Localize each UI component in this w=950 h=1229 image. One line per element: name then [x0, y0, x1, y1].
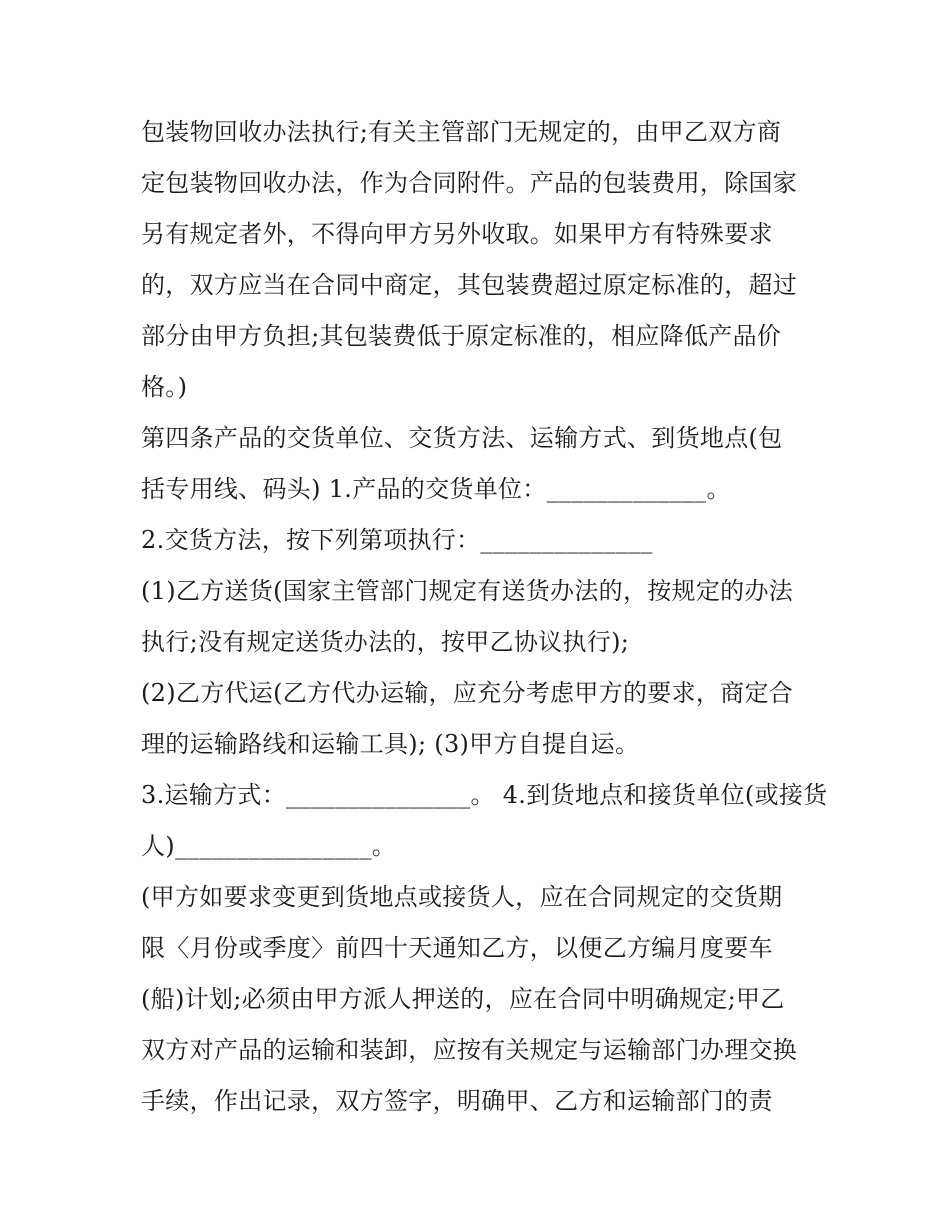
text-line: (甲方如要求变更到货地点或接货人，应在合同规定的交货期 — [141, 883, 783, 911]
text-line: 部分由甲方负担;其包装费低于原定标准的，相应降低产品价 — [141, 322, 782, 350]
text-line: 理的运输路线和运输工具); (3)甲方自提自运。 — [141, 730, 640, 758]
text-line: (2)乙方代运(乙方代办运输，应充分考虑甲方的要求，商定合 — [141, 679, 794, 707]
text-line: 手续，作出记录，双方签字，明确甲、乙方和运输部门的责 — [141, 1087, 773, 1115]
text-line: 限〈月份或季度〉前四十天通知乙方，以便乙方编月度要车 — [141, 934, 773, 962]
text-line: 包装物回收办法执行;有关主管部门无规定的，由甲乙双方商 — [141, 118, 782, 146]
text-line: (船)计划;必须由甲方派人押送的，应在合同中明确规定;甲乙 — [141, 985, 785, 1013]
text-line: 执行;没有规定送货办法的，按甲乙协议执行); — [141, 628, 630, 656]
text-line: 定包装物回收办法，作为合同附件。产品的包装费用，除国家 — [141, 169, 798, 197]
text-line: (1)乙方送货(国家主管部门规定有送货办法的，按规定的办法 — [141, 577, 794, 605]
text-line: 另有规定者外，不得向甲方另外收取。如果甲方有特殊要求 — [141, 220, 773, 248]
text-line: 的，双方应当在合同中商定，其包装费超过原定标准的，超过 — [141, 271, 798, 299]
text-line: 3.运输方式：_______________。 4.到货地点和接货单位(或接货 — [141, 781, 828, 809]
text-line: 括专用线、码头) 1.产品的交货单位：_____________。 — [141, 475, 731, 503]
text-line: 2.交货方法，按下列第项执行：______________ — [141, 526, 653, 554]
text-line: 人)________________。 — [141, 832, 397, 860]
text-line: 双方对产品的运输和装卸，应按有关规定与运输部门办理交换 — [141, 1036, 798, 1064]
document-body — [141, 107, 828, 1127]
text-line: 格。) — [141, 373, 188, 401]
text-line: 第四条产品的交货单位、交货方法、运输方式、到货地点(包 — [141, 424, 783, 452]
